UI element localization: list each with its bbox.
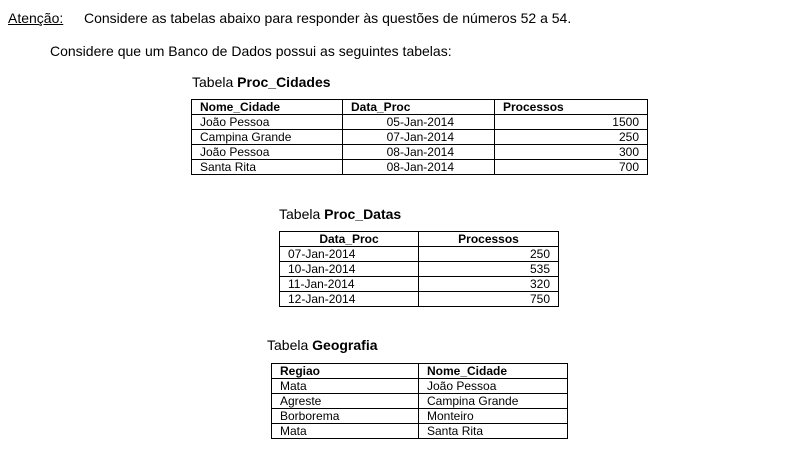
column-header: Nome_Cidade (419, 364, 568, 379)
table-cell: João Pessoa (192, 115, 343, 130)
table-cell: Santa Rita (419, 424, 568, 439)
table-row (192, 115, 648, 130)
column-header: Data_Proc (343, 100, 495, 115)
attention-label: Atenção: (8, 10, 64, 26)
table-cell: 535 (419, 262, 559, 277)
table-geografia (271, 363, 568, 439)
table-cell: 05-Jan-2014 (343, 115, 495, 130)
table-cell: 750 (419, 292, 559, 307)
table-cell: 1500 (495, 115, 648, 130)
table-cell: 250 (495, 130, 648, 145)
column-header: Data_Proc (280, 232, 419, 247)
table-caption-geografia: Tabela Geografia (267, 337, 378, 353)
table-proc-datas (279, 231, 559, 307)
table-cell: 700 (495, 160, 648, 175)
table-row (272, 409, 568, 424)
table-header-row (272, 364, 568, 379)
table-cell: Santa Rita (192, 160, 343, 175)
table-cell: 10-Jan-2014 (280, 262, 419, 277)
table-caption-proc-cidades: Tabela Proc_Cidades (192, 74, 331, 90)
intro-text: Considere que um Banco de Dados possui as seguintes tabelas: (50, 43, 452, 59)
table-cell: 320 (419, 277, 559, 292)
table-cell: 07-Jan-2014 (343, 130, 495, 145)
table-cell: 12-Jan-2014 (280, 292, 419, 307)
table-cell: Agreste (272, 394, 419, 409)
table-cell: Campina Grande (192, 130, 343, 145)
table-row (272, 379, 568, 394)
column-header: Processos (419, 232, 559, 247)
table-cell: 250 (419, 247, 559, 262)
table-cell: 08-Jan-2014 (343, 145, 495, 160)
table-cell: 07-Jan-2014 (280, 247, 419, 262)
table-cell: João Pessoa (192, 145, 343, 160)
table-cell: Mata (272, 379, 419, 394)
table-row (192, 130, 648, 145)
table-cell: Borborema (272, 409, 419, 424)
table-row (272, 424, 568, 439)
table-header-row (280, 232, 559, 247)
table-cell: Monteiro (419, 409, 568, 424)
table-row (192, 160, 648, 175)
table-cell: 300 (495, 145, 648, 160)
table-cell: 08-Jan-2014 (343, 160, 495, 175)
table-row (280, 247, 559, 262)
table-row (272, 394, 568, 409)
table-cell: Mata (272, 424, 419, 439)
table-row (280, 292, 559, 307)
table-row (280, 262, 559, 277)
column-header: Processos (495, 100, 648, 115)
table-cell: João Pessoa (419, 379, 568, 394)
table-cell: 11-Jan-2014 (280, 277, 419, 292)
table-row (280, 277, 559, 292)
table-cell: Campina Grande (419, 394, 568, 409)
table-header-row (192, 100, 648, 115)
table-row (192, 145, 648, 160)
column-header: Regiao (272, 364, 419, 379)
table-caption-proc-datas: Tabela Proc_Datas (279, 206, 402, 222)
attention-text: Considere as tabelas abaixo para responder às questões de números 52 a 54. (84, 10, 572, 26)
column-header: Nome_Cidade (192, 100, 343, 115)
table-proc-cidades (191, 99, 648, 175)
